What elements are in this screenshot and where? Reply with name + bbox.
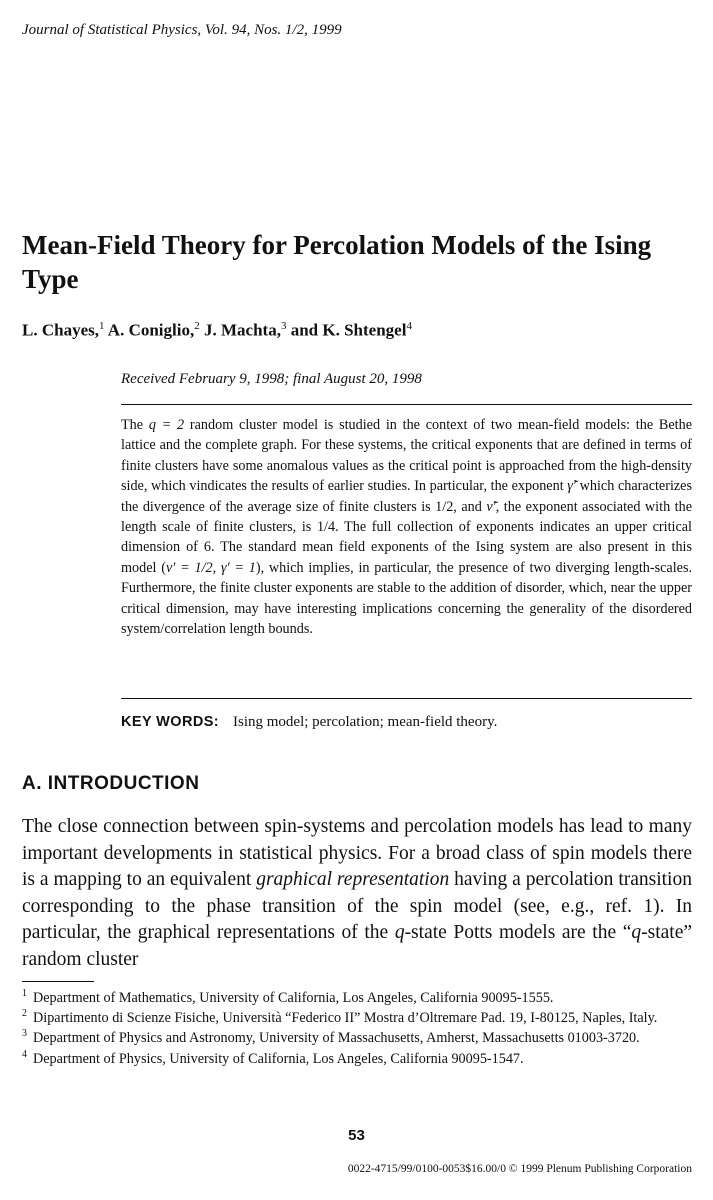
footnote-number: 4 — [22, 1048, 27, 1060]
footnote-text: Department of Physics, University of California, Los Angeles, California 90095-1547. — [33, 1050, 524, 1067]
body-text: The close connection between spin-systems and percolation models has lead to many important developments in statistical physics. For a broad class of spin models there is a mapping to an equivalent — [22, 816, 692, 890]
emphasis-text: graphical representation — [256, 869, 450, 890]
math-inline: ν′ = 1/2 — [165, 559, 213, 576]
author-list — [22, 320, 412, 341]
math-inline: q = 2 — [148, 417, 185, 433]
affiliation-mark: 4 — [406, 320, 412, 332]
article-title: Mean-Field Theory for Percolation Models of the Ising Type — [22, 230, 652, 294]
footnote — [22, 988, 692, 1008]
author-name: A. Coniglio, — [107, 320, 195, 340]
abstract-text: , — [212, 559, 221, 576]
page-number: 53 — [348, 1127, 365, 1144]
intro-paragraph — [22, 814, 692, 973]
keywords-text: Ising model; percolation; mean-field theory. — [233, 714, 498, 730]
footnote — [22, 1008, 692, 1028]
received-dates: Received February 9, 1998; final August 20, 1998 — [121, 371, 422, 387]
body-text: -state Potts models are the “ — [404, 922, 632, 943]
abstract-text: random cluster model is studied in the context of two mean-field models: the Bethe lattice and the complete graph. For these systems, the critical exponents that are defined in terms of finite clusters have some anomalous values as the critical point is approached from the high-density side, which vindicates the results of earlier studies. In particular, the exponent — [121, 417, 692, 495]
abstract-text: The — [121, 417, 149, 433]
footnotes — [22, 988, 692, 1069]
section-heading: A. INTRODUCTION — [22, 773, 200, 794]
keywords-label: KEY WORDS: — [121, 714, 219, 730]
emphasis-text: q — [394, 922, 405, 943]
footnote-rule — [22, 981, 94, 982]
math-inline: γ̃′ — [567, 478, 576, 495]
journal-citation: Journal of Statistical Physics, Vol. 94, Nos. 1/2, 1999 — [22, 22, 342, 38]
body-text: having a percolation transition corresponding to the phase transition of the spin model (see, e.g., ref. 1). In particular, the graphical representations of the — [22, 869, 692, 943]
footnote — [22, 1049, 692, 1069]
abstract-text: which characterizes the divergence of the average size of finite clusters is 1/2, and — [121, 478, 693, 515]
abstract-top-rule — [121, 404, 692, 405]
math-inline: ν̃′ — [486, 498, 496, 515]
emphasis-text: q — [631, 922, 642, 943]
footnote — [22, 1028, 692, 1048]
footnote-number: 2 — [22, 1008, 27, 1020]
footnote-text: Department of Mathematics, University of California, Los Angeles, California 90095-1555. — [33, 990, 554, 1006]
abstract-bottom-rule — [121, 698, 692, 699]
author-name: L. Chayes, — [22, 320, 99, 340]
body-text: -state” random cluster — [22, 922, 693, 970]
math-inline: γ′ = 1 — [220, 559, 256, 576]
author-name: J. Machta, — [203, 320, 281, 340]
affiliation-mark: 1 — [98, 320, 105, 332]
footnote-text: Dipartimento di Scienze Fisiche, Università “Federico II” Mostra d’Oltremare Pad. 19, I-80125, Naples, Italy. — [33, 1010, 658, 1027]
footnote-text: Department of Physics and Astronomy, University of Massachusetts, Amherst, Massachusetts 01003-3720. — [33, 1030, 640, 1047]
footnote-number: 1 — [22, 988, 27, 999]
abstract — [121, 415, 692, 639]
publication-info: 0022-4715/99/0100-0053$16.00/0 © 1999 Plenum Publishing Corporation — [347, 1163, 692, 1175]
affiliation-mark: 2 — [194, 320, 200, 332]
affiliation-mark: 3 — [280, 320, 287, 332]
keywords — [121, 714, 497, 731]
abstract-text: , the exponent associated with the length scale of finite clusters, is 1/4. The full collection of exponents indicates an upper critical dimension of 6. The standard mean field exponents of the Ising system are also present in this model ( — [121, 498, 692, 576]
footnote-number: 3 — [22, 1028, 27, 1040]
abstract-text: ), which implies, in particular, the presence of two diverging length-scales. Furthermore, the finite cluster exponents are stable to the addition of disorder, which, near the upper critical dimension, may have interesting implications concerning the generality of the disordered system/correlation length bounds. — [121, 559, 693, 638]
author-name: and K. Shtengel — [290, 320, 407, 340]
